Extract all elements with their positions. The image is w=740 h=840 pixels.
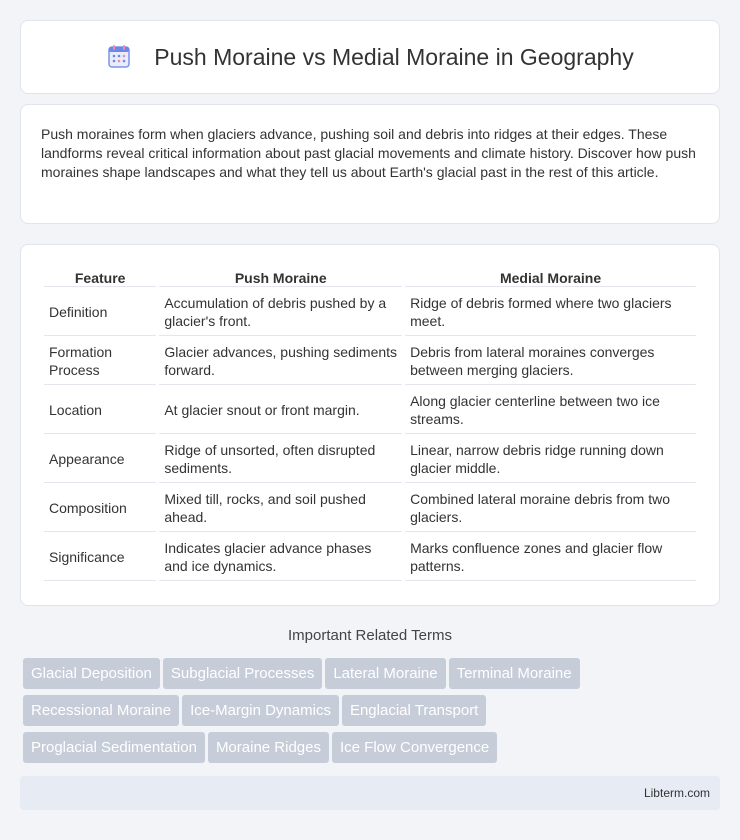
medial-cell: Along glacier centerline between two ice streams.	[405, 387, 696, 434]
feature-cell: Definition	[44, 289, 156, 336]
feature-cell: Significance	[44, 534, 156, 581]
tag-recessional-moraine[interactable]: Recessional Moraine	[23, 695, 179, 726]
tag-terminal-moraine[interactable]: Terminal Moraine	[449, 658, 580, 689]
comparison-card	[20, 244, 720, 606]
medial-cell: Marks confluence zones and glacier flow patterns.	[405, 534, 696, 581]
header-card	[20, 20, 720, 94]
intro-card	[20, 104, 720, 224]
table-row	[44, 485, 696, 532]
tag-proglacial-sedimentation[interactable]: Proglacial Sedimentation	[23, 732, 205, 763]
tag-subglacial-processes[interactable]: Subglacial Processes	[163, 658, 322, 689]
related-terms-title: Important Related Terms	[288, 627, 452, 644]
header-push-moraine: Push Moraine	[159, 267, 402, 287]
header-feature: Feature	[44, 267, 156, 287]
calendar-grid-icon	[106, 44, 132, 70]
table-row	[44, 534, 696, 581]
footer-site-link[interactable]: Libterm.com	[643, 786, 710, 800]
feature-cell: Appearance	[44, 436, 156, 483]
medial-cell: Debris from lateral moraines converges between merging glaciers.	[405, 338, 696, 385]
medial-cell: Ridge of debris formed where two glaciers meet.	[405, 289, 696, 336]
medial-cell: Combined lateral moraine debris from two glaciers.	[405, 485, 696, 532]
push-cell: Accumulation of debris pushed by a glacier's front.	[159, 289, 402, 336]
tag-lateral-moraine[interactable]: Lateral Moraine	[325, 658, 445, 689]
medial-cell: Linear, narrow debris ridge running down glacier middle.	[405, 436, 696, 483]
comparison-table	[41, 265, 699, 583]
table-row	[44, 436, 696, 483]
push-cell: At glacier snout or front margin.	[159, 387, 402, 434]
table-row	[44, 289, 696, 336]
push-cell: Mixed till, rocks, and soil pushed ahead.	[159, 485, 402, 532]
header-medial-moraine: Medial Moraine	[405, 267, 696, 287]
table-header-row	[44, 267, 696, 287]
push-cell: Glacier advances, pushing sediments forward.	[159, 338, 402, 385]
tag-moraine-ridges[interactable]: Moraine Ridges	[208, 732, 329, 763]
tag-ice-flow-convergence[interactable]: Ice Flow Convergence	[332, 732, 497, 763]
table-row	[44, 338, 696, 385]
intro-text: Push moraines form when glaciers advance, pushing soil and debris into ridges at their edges. These landforms reveal critical information about past glacial movements and climate history. Discover how push moraines shape landscapes and what they tell us about Earth's glacial past in the rest of this article.	[41, 126, 696, 180]
table-row	[44, 387, 696, 434]
push-cell: Indicates glacier advance phases and ice dynamics.	[159, 534, 402, 581]
feature-cell: Location	[44, 387, 156, 434]
related-terms-list	[23, 658, 723, 769]
feature-cell: Composition	[44, 485, 156, 532]
tag-ice-margin-dynamics[interactable]: Ice-Margin Dynamics	[182, 695, 339, 726]
tag-englacial-transport[interactable]: Englacial Transport	[342, 695, 486, 726]
tag-glacial-deposition[interactable]: Glacial Deposition	[23, 658, 160, 689]
page-title: Push Moraine vs Medial Moraine in Geography	[154, 43, 634, 70]
footer	[20, 776, 720, 810]
push-cell: Ridge of unsorted, often disrupted sediments.	[159, 436, 402, 483]
feature-cell: Formation Process	[44, 338, 156, 385]
